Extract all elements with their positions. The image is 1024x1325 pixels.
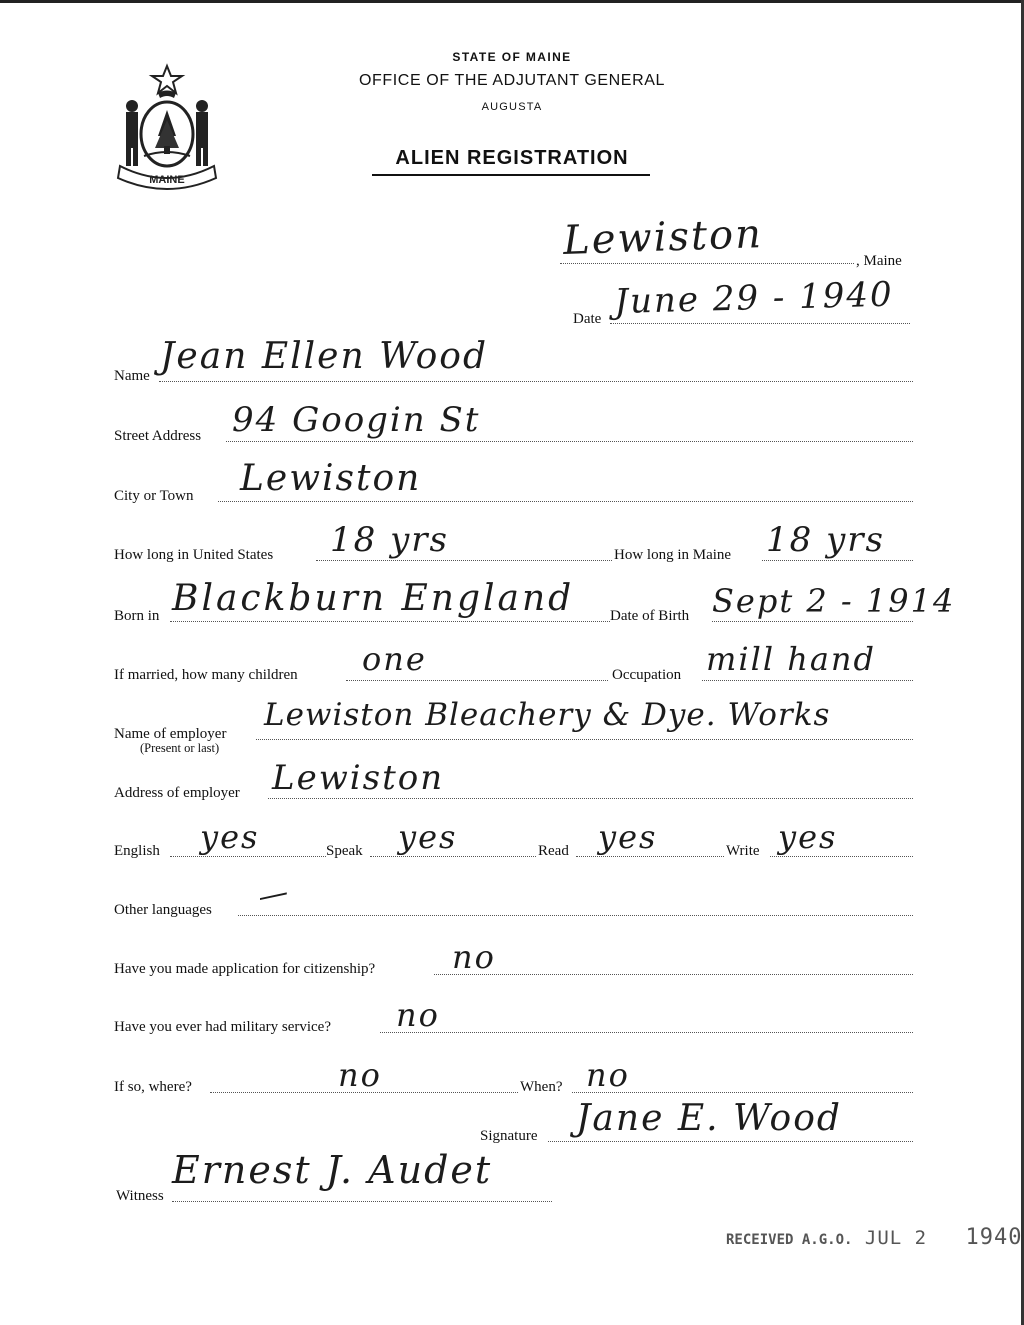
children-label: If married, how many children <box>114 667 298 683</box>
street-label: Street Address <box>114 428 202 444</box>
read-entry: yes <box>598 818 658 856</box>
street-entry: 94 Googin St <box>232 400 481 440</box>
witness-entry: Ernest J. Audet <box>172 1148 493 1192</box>
dotted-line <box>548 1141 913 1142</box>
dotted-line <box>238 915 913 916</box>
born-in-label: Born in <box>114 608 160 624</box>
town-entry: Lewiston <box>562 211 764 264</box>
dotted-line <box>702 680 913 681</box>
received-stamp <box>726 1225 1023 1250</box>
other-languages-entry: — <box>254 874 294 915</box>
english-entry: yes <box>200 818 260 856</box>
city-entry: Lewiston <box>240 458 422 499</box>
employer-address-entry: Lewiston <box>272 758 445 798</box>
military-label: Have you ever had military service? <box>114 1019 331 1035</box>
name-label: Name <box>114 368 150 384</box>
occupation-entry: mill hand <box>706 640 876 678</box>
dotted-line <box>170 621 610 622</box>
employer-label: Name of employer <box>114 726 227 742</box>
dotted-line <box>346 680 608 681</box>
write-entry: yes <box>778 818 838 856</box>
employer-entry: Lewiston Bleachery & Dye. Works <box>264 697 831 733</box>
speak-entry: yes <box>398 818 458 856</box>
form-title: ALIEN REGISTRATION <box>395 147 629 169</box>
scan-edge <box>0 0 1024 3</box>
children-entry: one <box>362 640 427 678</box>
dotted-line <box>380 1032 913 1033</box>
dotted-line <box>370 856 536 857</box>
dotted-line <box>159 381 913 382</box>
signature-label: Signature <box>480 1128 538 1144</box>
maine-label: , Maine <box>856 253 902 269</box>
when-label: When? <box>520 1079 563 1095</box>
write-label: Write <box>726 843 760 859</box>
dotted-line <box>256 739 913 740</box>
signature-entry: Jane E. Wood <box>576 1098 842 1139</box>
how-long-us-entry: 18 yrs <box>330 520 449 560</box>
dotted-line <box>770 856 913 857</box>
dotted-line <box>316 560 612 561</box>
header-state: STATE OF MAINE <box>452 50 572 64</box>
stamp-received: RECEIVED A.G.O. <box>726 1232 853 1248</box>
dotted-line <box>762 560 913 561</box>
speak-label: Speak <box>326 843 363 859</box>
dotted-line <box>434 974 913 975</box>
date-of-birth-entry: Sept 2 - 1914 <box>712 582 956 620</box>
dotted-line <box>170 856 326 857</box>
when-entry: no <box>586 1056 630 1094</box>
stamp-year: 1940 <box>965 1225 1023 1250</box>
how-long-maine-label: How long in Maine <box>614 547 732 563</box>
header-city: AUGUSTA <box>481 101 543 113</box>
dotted-line <box>560 263 854 264</box>
born-in-entry: Blackburn England <box>172 578 575 619</box>
name-entry: Jean Ellen Wood <box>160 336 489 377</box>
date-entry: June 29 - 1940 <box>613 274 895 322</box>
svg-text:MAINE: MAINE <box>149 174 185 186</box>
witness-label: Witness <box>116 1188 164 1204</box>
dotted-line <box>268 798 913 799</box>
header-office: OFFICE OF THE ADJUTANT GENERAL <box>358 72 666 89</box>
military-entry: no <box>396 996 440 1034</box>
citizenship-entry: no <box>452 938 496 976</box>
dotted-line <box>576 856 724 857</box>
english-label: English <box>114 843 160 859</box>
how-long-us-label: How long in United States <box>114 547 274 563</box>
where-entry: no <box>338 1056 382 1094</box>
dotted-line <box>172 1201 552 1202</box>
citizenship-label: Have you made application for citizenship? <box>114 961 376 977</box>
stamp-date: JUL 2 <box>864 1227 928 1249</box>
title-underline <box>372 174 650 176</box>
city-label: City or Town <box>114 488 194 504</box>
read-label: Read <box>538 843 569 859</box>
how-long-maine-entry: 18 yrs <box>766 520 885 560</box>
date-of-birth-label: Date of Birth <box>610 608 690 624</box>
employer-address-label: Address of employer <box>114 785 240 801</box>
dotted-line <box>226 441 913 442</box>
employer-sublabel: (Present or last) <box>140 741 220 755</box>
other-languages-label: Other languages <box>114 902 212 918</box>
dotted-line <box>610 323 910 324</box>
date-label: Date <box>573 311 602 327</box>
occupation-label: Occupation <box>612 667 682 683</box>
dotted-line <box>218 501 913 502</box>
where-label: If so, where? <box>114 1079 192 1095</box>
dotted-line <box>712 621 913 622</box>
